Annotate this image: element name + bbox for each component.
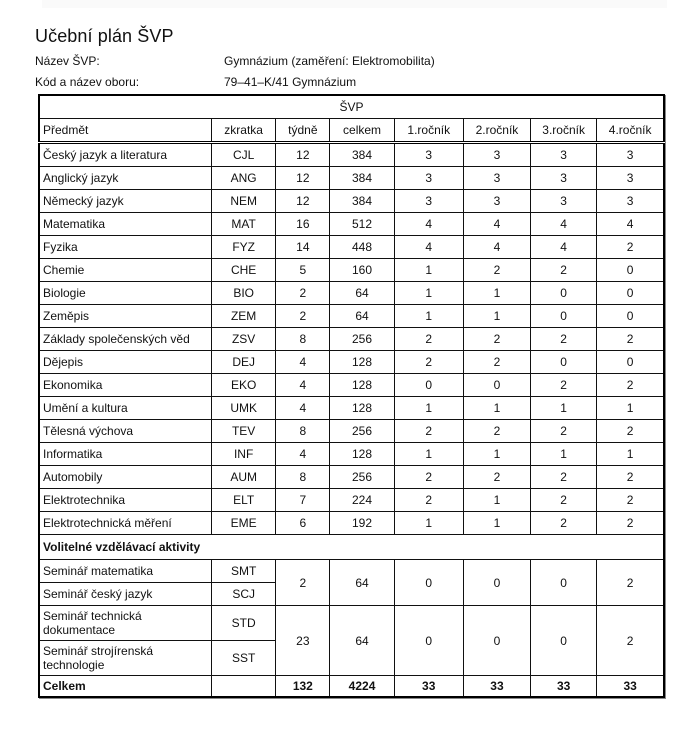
total-hours: 64 <box>330 606 394 676</box>
subject-abbr: STD <box>212 606 276 641</box>
year3-hours: 1 <box>531 443 597 466</box>
year2-hours: 0 <box>463 560 530 606</box>
total-hours: 192 <box>330 512 394 535</box>
subject-abbr: ELT <box>212 489 276 512</box>
total-hours: 256 <box>330 466 394 489</box>
total-hours: 64 <box>330 305 394 328</box>
table-row <box>39 143 664 167</box>
subject-abbr: SST <box>212 641 276 676</box>
totals-weekly: 132 <box>276 676 330 698</box>
year3-hours: 2 <box>531 512 597 535</box>
totals-year4: 33 <box>597 676 664 698</box>
year2-hours: 3 <box>463 143 530 167</box>
weekly-hours: 2 <box>276 282 330 305</box>
total-hours: 256 <box>330 420 394 443</box>
column-header-weekly: týdně <box>276 119 330 143</box>
year1-hours: 2 <box>394 420 463 443</box>
total-hours: 64 <box>330 560 394 606</box>
subject-name: Automobily <box>39 466 212 489</box>
total-hours: 224 <box>330 489 394 512</box>
weekly-hours: 8 <box>276 466 330 489</box>
table-row <box>39 282 664 305</box>
year1-hours: 2 <box>394 466 463 489</box>
year2-hours: 1 <box>463 489 530 512</box>
year2-hours: 3 <box>463 167 530 190</box>
year2-hours: 1 <box>463 305 530 328</box>
year3-hours: 0 <box>531 305 597 328</box>
year3-hours: 1 <box>531 397 597 420</box>
year2-hours: 0 <box>463 606 530 676</box>
page-title: Učební plán ŠVP <box>35 26 174 46</box>
table-row <box>39 305 664 328</box>
subject-abbr: ZSV <box>212 328 276 351</box>
subject-name: Ekonomika <box>39 374 212 397</box>
subject-name: Informatika <box>39 443 212 466</box>
table-row <box>39 374 664 397</box>
totals-year1: 33 <box>394 676 463 698</box>
total-hours: 128 <box>330 351 394 374</box>
column-header-year2: 2.ročník <box>463 119 530 143</box>
weekly-hours: 23 <box>276 606 330 676</box>
subject-name: Fyzika <box>39 236 212 259</box>
table-row <box>39 167 664 190</box>
year2-hours: 1 <box>463 512 530 535</box>
subject-name: Seminář technická dokumentace <box>39 606 212 641</box>
year1-hours: 0 <box>394 606 463 676</box>
year4-hours: 2 <box>597 489 664 512</box>
year1-hours: 1 <box>394 282 463 305</box>
subject-abbr: FYZ <box>212 236 276 259</box>
weekly-hours: 4 <box>276 351 330 374</box>
year1-hours: 1 <box>394 305 463 328</box>
year4-hours: 0 <box>597 282 664 305</box>
subject-abbr: UMK <box>212 397 276 420</box>
subject-abbr: BIO <box>212 282 276 305</box>
optional-row <box>39 560 664 583</box>
year2-hours: 0 <box>463 374 530 397</box>
meta-label: Kód a název oboru: <box>35 75 140 89</box>
year3-hours: 4 <box>531 213 597 236</box>
subject-abbr: DEJ <box>212 351 276 374</box>
column-header-year3: 3.ročník <box>531 119 597 143</box>
year3-hours: 2 <box>531 374 597 397</box>
year1-hours: 2 <box>394 351 463 374</box>
total-hours: 512 <box>330 213 394 236</box>
totals-row <box>39 676 664 698</box>
year4-hours: 3 <box>597 143 664 167</box>
totals-year3: 33 <box>531 676 597 698</box>
year3-hours: 0 <box>531 282 597 305</box>
weekly-hours: 5 <box>276 259 330 282</box>
table-row <box>39 512 664 535</box>
year1-hours: 3 <box>394 143 463 167</box>
subject-abbr: TEV <box>212 420 276 443</box>
weekly-hours: 4 <box>276 374 330 397</box>
year2-hours: 2 <box>463 328 530 351</box>
subject-abbr: MAT <box>212 213 276 236</box>
subject-name: Český jazyk a literatura <box>39 143 212 167</box>
year4-hours: 2 <box>597 236 664 259</box>
year1-hours: 4 <box>394 236 463 259</box>
subject-name: Chemie <box>39 259 212 282</box>
total-hours: 160 <box>330 259 394 282</box>
weekly-hours: 4 <box>276 443 330 466</box>
year1-hours: 3 <box>394 190 463 213</box>
subject-name: Zeměpis <box>39 305 212 328</box>
year1-hours: 2 <box>394 489 463 512</box>
weekly-hours: 8 <box>276 328 330 351</box>
total-hours: 384 <box>330 167 394 190</box>
subject-name: Seminář matematika <box>39 560 212 583</box>
subject-abbr: CHE <box>212 259 276 282</box>
subject-name: Elektrotechnická měření <box>39 512 212 535</box>
total-hours: 64 <box>330 282 394 305</box>
year3-hours: 2 <box>531 328 597 351</box>
subject-abbr: INF <box>212 443 276 466</box>
year4-hours: 4 <box>597 213 664 236</box>
subject-abbr: CJL <box>212 143 276 167</box>
total-hours: 128 <box>330 397 394 420</box>
table-row <box>39 328 664 351</box>
meta-value: 79–41–K/41 Gymnázium <box>224 75 357 89</box>
year4-hours: 2 <box>597 420 664 443</box>
year2-hours: 4 <box>463 213 530 236</box>
year2-hours: 4 <box>463 236 530 259</box>
year3-hours: 0 <box>531 351 597 374</box>
year3-hours: 4 <box>531 236 597 259</box>
year2-hours: 2 <box>463 420 530 443</box>
totals-label: Celkem <box>39 676 212 698</box>
year2-hours: 1 <box>463 282 530 305</box>
year3-hours: 3 <box>531 143 597 167</box>
section-title-optional: Volitelné vzdělávací aktivity <box>39 535 664 560</box>
subject-abbr: ANG <box>212 167 276 190</box>
optional-row <box>39 606 664 641</box>
year4-hours: 1 <box>597 443 664 466</box>
subject-name: Seminář český jazyk <box>39 583 212 606</box>
weekly-hours: 2 <box>276 560 330 606</box>
year4-hours: 0 <box>597 259 664 282</box>
year4-hours: 2 <box>597 466 664 489</box>
year2-hours: 2 <box>463 259 530 282</box>
table-row <box>39 236 664 259</box>
year4-hours: 2 <box>597 328 664 351</box>
year3-hours: 3 <box>531 167 597 190</box>
subject-name: Německý jazyk <box>39 190 212 213</box>
year3-hours: 3 <box>531 190 597 213</box>
curriculum-table <box>38 94 665 698</box>
subject-abbr: SMT <box>212 560 276 583</box>
subject-name: Tělesná výchova <box>39 420 212 443</box>
table-row <box>39 420 664 443</box>
year4-hours: 2 <box>597 512 664 535</box>
column-header-year4: 4.ročník <box>597 119 664 143</box>
column-header-abbr: zkratka <box>212 119 276 143</box>
year1-hours: 0 <box>394 374 463 397</box>
year2-hours: 2 <box>463 351 530 374</box>
weekly-hours: 16 <box>276 213 330 236</box>
subject-name: Elektrotechnika <box>39 489 212 512</box>
table-row <box>39 351 664 374</box>
year3-hours: 2 <box>531 489 597 512</box>
total-hours: 128 <box>330 374 394 397</box>
year3-hours: 2 <box>531 420 597 443</box>
subject-name: Dějepis <box>39 351 212 374</box>
weekly-hours: 6 <box>276 512 330 535</box>
year1-hours: 1 <box>394 512 463 535</box>
weekly-hours: 12 <box>276 167 330 190</box>
year1-hours: 1 <box>394 397 463 420</box>
column-header-row <box>39 119 664 143</box>
total-hours: 448 <box>330 236 394 259</box>
subject-abbr: NEM <box>212 190 276 213</box>
meta-label: Název ŠVP: <box>35 54 100 68</box>
subject-name: Umění a kultura <box>39 397 212 420</box>
subject-abbr: EME <box>212 512 276 535</box>
total-hours: 384 <box>330 190 394 213</box>
year4-hours: 1 <box>597 397 664 420</box>
year2-hours: 2 <box>463 466 530 489</box>
year2-hours: 3 <box>463 190 530 213</box>
weekly-hours: 8 <box>276 420 330 443</box>
table-row <box>39 259 664 282</box>
table-row <box>39 466 664 489</box>
group-header-row <box>39 95 664 119</box>
subject-abbr: EKO <box>212 374 276 397</box>
subject-abbr: AUM <box>212 466 276 489</box>
weekly-hours: 2 <box>276 305 330 328</box>
subject-abbr: SCJ <box>212 583 276 606</box>
subject-name: Seminář strojírenská technologie <box>39 641 212 676</box>
section-row <box>39 535 664 560</box>
year1-hours: 3 <box>394 167 463 190</box>
year3-hours: 2 <box>531 466 597 489</box>
year4-hours: 2 <box>597 606 664 676</box>
year4-hours: 2 <box>597 374 664 397</box>
table-row <box>39 489 664 512</box>
year4-hours: 0 <box>597 351 664 374</box>
year4-hours: 3 <box>597 190 664 213</box>
year4-hours: 2 <box>597 560 664 606</box>
year2-hours: 1 <box>463 397 530 420</box>
meta-value: Gymnázium (zaměření: Elektromobilita) <box>224 54 435 68</box>
weekly-hours: 4 <box>276 397 330 420</box>
table-row <box>39 190 664 213</box>
year3-hours: 2 <box>531 259 597 282</box>
weekly-hours: 12 <box>276 143 330 167</box>
subject-name: Biologie <box>39 282 212 305</box>
column-header-year1: 1.ročník <box>394 119 463 143</box>
top-strip <box>42 0 667 8</box>
year1-hours: 4 <box>394 213 463 236</box>
weekly-hours: 12 <box>276 190 330 213</box>
subject-name: Základy společenských věd <box>39 328 212 351</box>
year3-hours: 0 <box>531 560 597 606</box>
weekly-hours: 14 <box>276 236 330 259</box>
group-header-svp: ŠVP <box>39 95 664 119</box>
total-hours: 128 <box>330 443 394 466</box>
totals-abbr <box>212 676 276 698</box>
year4-hours: 3 <box>597 167 664 190</box>
totals-year2: 33 <box>463 676 530 698</box>
year3-hours: 0 <box>531 606 597 676</box>
subject-name: Matematika <box>39 213 212 236</box>
table-row <box>39 397 664 420</box>
totals-total: 4224 <box>330 676 394 698</box>
year1-hours: 2 <box>394 328 463 351</box>
total-hours: 384 <box>330 143 394 167</box>
year1-hours: 0 <box>394 560 463 606</box>
year1-hours: 1 <box>394 443 463 466</box>
table-row <box>39 443 664 466</box>
year1-hours: 1 <box>394 259 463 282</box>
table-row <box>39 213 664 236</box>
total-hours: 256 <box>330 328 394 351</box>
column-header-subject: Předmět <box>39 119 212 143</box>
subject-abbr: ZEM <box>212 305 276 328</box>
year2-hours: 1 <box>463 443 530 466</box>
year4-hours: 0 <box>597 305 664 328</box>
column-header-total: celkem <box>330 119 394 143</box>
subject-name: Anglický jazyk <box>39 167 212 190</box>
weekly-hours: 7 <box>276 489 330 512</box>
